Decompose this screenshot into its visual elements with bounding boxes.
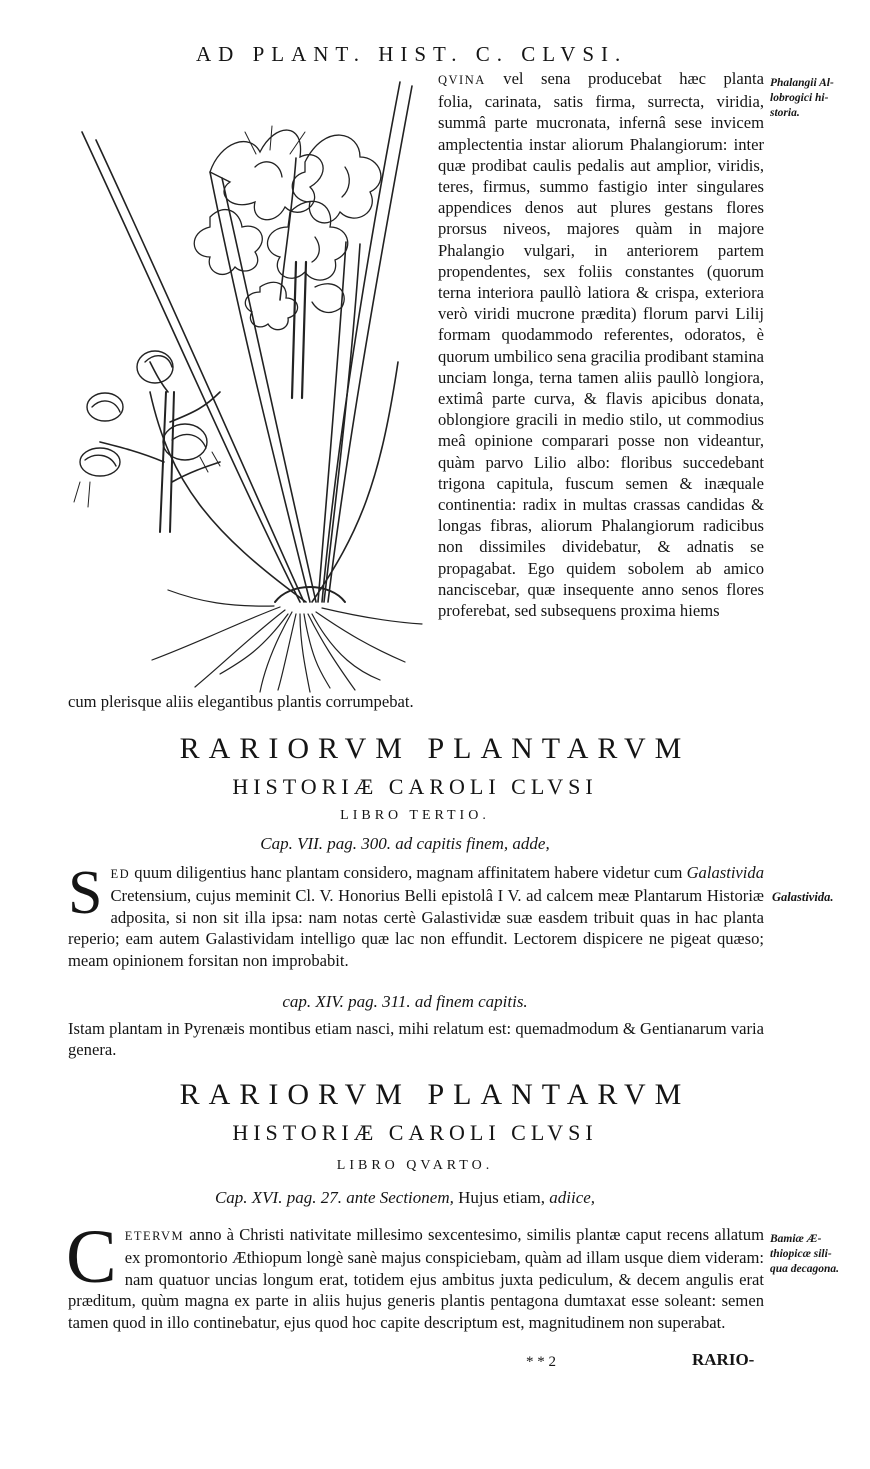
- phalangium-description: [438, 68, 764, 621]
- phalangium-woodcut-illustration: [60, 62, 430, 694]
- lead-word: ETERVM: [124, 1229, 185, 1243]
- margin-note-bamia: [770, 1232, 839, 1277]
- phalangium-last-line: cum plerisque aliis elegantibus plantis corrumpebat.: [68, 692, 414, 711]
- chapter-ref-roman: Hujus etiam,: [453, 1188, 545, 1207]
- book-heading-2: LIBRO QVARTO.: [336, 1158, 494, 1173]
- drop-capital: C: [66, 1215, 117, 1299]
- margin-note-line: lobrogici hi-: [770, 92, 829, 104]
- margin-note-line: Bamiæ Æ-: [770, 1233, 822, 1245]
- pyrenees-paragraph: [68, 1018, 764, 1061]
- lead-word: ED: [110, 867, 131, 881]
- chapter-ref-end: adiice,: [545, 1188, 596, 1207]
- signature-mark: * * 2: [526, 1354, 556, 1370]
- paragraph-text: Cretensium, cujus meminit Cl. V. Honorius Belli epistolâ I V. ad calcem meæ Plantarum Historiæ adposita, si non sit illa ipsa: nam notas certè Galastividæ suæ easdem tribuit quas in hac planta reperio; eam autem Galastividam intelligo quæ lac non effundit. Lectorem dispicere ne pigeat quæso; meam opinionem forsitan non improbabit.: [68, 886, 764, 970]
- section-subtitle-2: HISTORIÆ CAROLI CLVSI: [232, 1120, 598, 1145]
- chapter-reference-2: cap. XIV. pag. 311. ad finem capitis.: [282, 992, 528, 1011]
- margin-note-line: Phalangii Al-: [770, 77, 834, 89]
- margin-note-galastivida: Galastivida.: [772, 890, 834, 904]
- catchword: RARIO-: [692, 1350, 755, 1369]
- chapter-reference-3: [0, 1188, 810, 1208]
- paragraph-text: anno à Christi nativitate millesimo sexcentesimo, similis plantæ caput recens allatum ex promontorio Æthiopum longè sanè majus conspiciebam, quàm ad illam usque diem videram: nam quatuor uncias longum erat, totidem ejus ambitus juxta pediculum, & decem angulis erat præditum, quùm magna ex parte in aliis hujus generis plantis pentagona dumtaxat esse soleant: semen tamen quod in illo continebatur, ejus quod hoc capite descriptum est, magnitudinem non superabat.: [68, 1225, 764, 1332]
- first-line-rest: vel sena producebat hæc planta: [485, 69, 764, 88]
- italic-term: Galastivida: [686, 863, 764, 882]
- dropword: QVINA: [438, 73, 486, 87]
- margin-note-phalangium: [770, 76, 834, 121]
- paragraph-text: Istam plantam in Pyrenæis montibus etiam nasci, mihi relatum est: quemadmodum & Gentianarum varia genera.: [68, 1019, 764, 1060]
- margin-note-line: qua decagona.: [770, 1263, 839, 1275]
- section-title-1: RARIORVM PLANTARVM: [179, 732, 691, 765]
- section-title-2: RARIORVM PLANTARVM: [179, 1078, 691, 1111]
- margin-note-line: thiopicæ sili-: [770, 1248, 832, 1260]
- drop-capital: S: [68, 859, 103, 927]
- chapter-ref-italic: Cap. XVI. pag. 27. ante Sectionem,: [214, 1188, 454, 1207]
- chapter-reference-1: Cap. VII. pag. 300. ad capitis finem, adde,: [260, 834, 550, 853]
- paragraph-text: quum diligentius hanc plantam considero, magnam affinitatem habere videtur cum: [130, 863, 687, 882]
- running-head: AD PLANT. HIST. C. CLVSI.: [196, 42, 628, 66]
- book-heading-1: LIBRO TERTIO.: [340, 808, 490, 823]
- bamia-paragraph: [66, 1215, 764, 1333]
- margin-note-line: storia.: [770, 107, 800, 119]
- section-subtitle-1: HISTORIÆ CAROLI CLVSI: [232, 774, 598, 799]
- galastivida-paragraph: [68, 859, 764, 971]
- phalangium-body: folia, carinata, satis firma, surrecta, viridia, summâ parte mucronata, infernâ sese invicem amplectentia instar aliorum Phalangiorum: inter quæ prodibat caulis pedalis aut amplior, viridis, teres, firmus, summo fastigio inter singulares appendices denos aut plures gestans flores prorsus niveos, majores quàm in majore Phalangio vulgari, in anteriorem partem propendentes, sex foliis constantes (quorum terna interiora paullò latiora & crispa, exteriora verò viridi mucrone prædita) florum parvi Lilij formam quodammodo referentes, odoratos, è quorum umbilico sena gracilia prodibant stamina unciam longa, terna tamen aliis paullò longiora, extimâ parte curva, & flavis apicibus donata, oblongiore gracili in medio stilo, ut commodius meâ opinione comparari posse non videantur, quàm parvo Lilio albo: floribus succedebant trigona capitula, fuscum semen & inæquale continentia: radix in multas crassas candidas & longas fibras, aliorum Phalangiorum radicibus non dissimiles dividebatur, & adnatis se propagabat. Ego quidem sobolem ab amico nanciscebar, quæ insequente anno senos flores proferebat, sed subsequens proxima hiems: [438, 92, 764, 621]
